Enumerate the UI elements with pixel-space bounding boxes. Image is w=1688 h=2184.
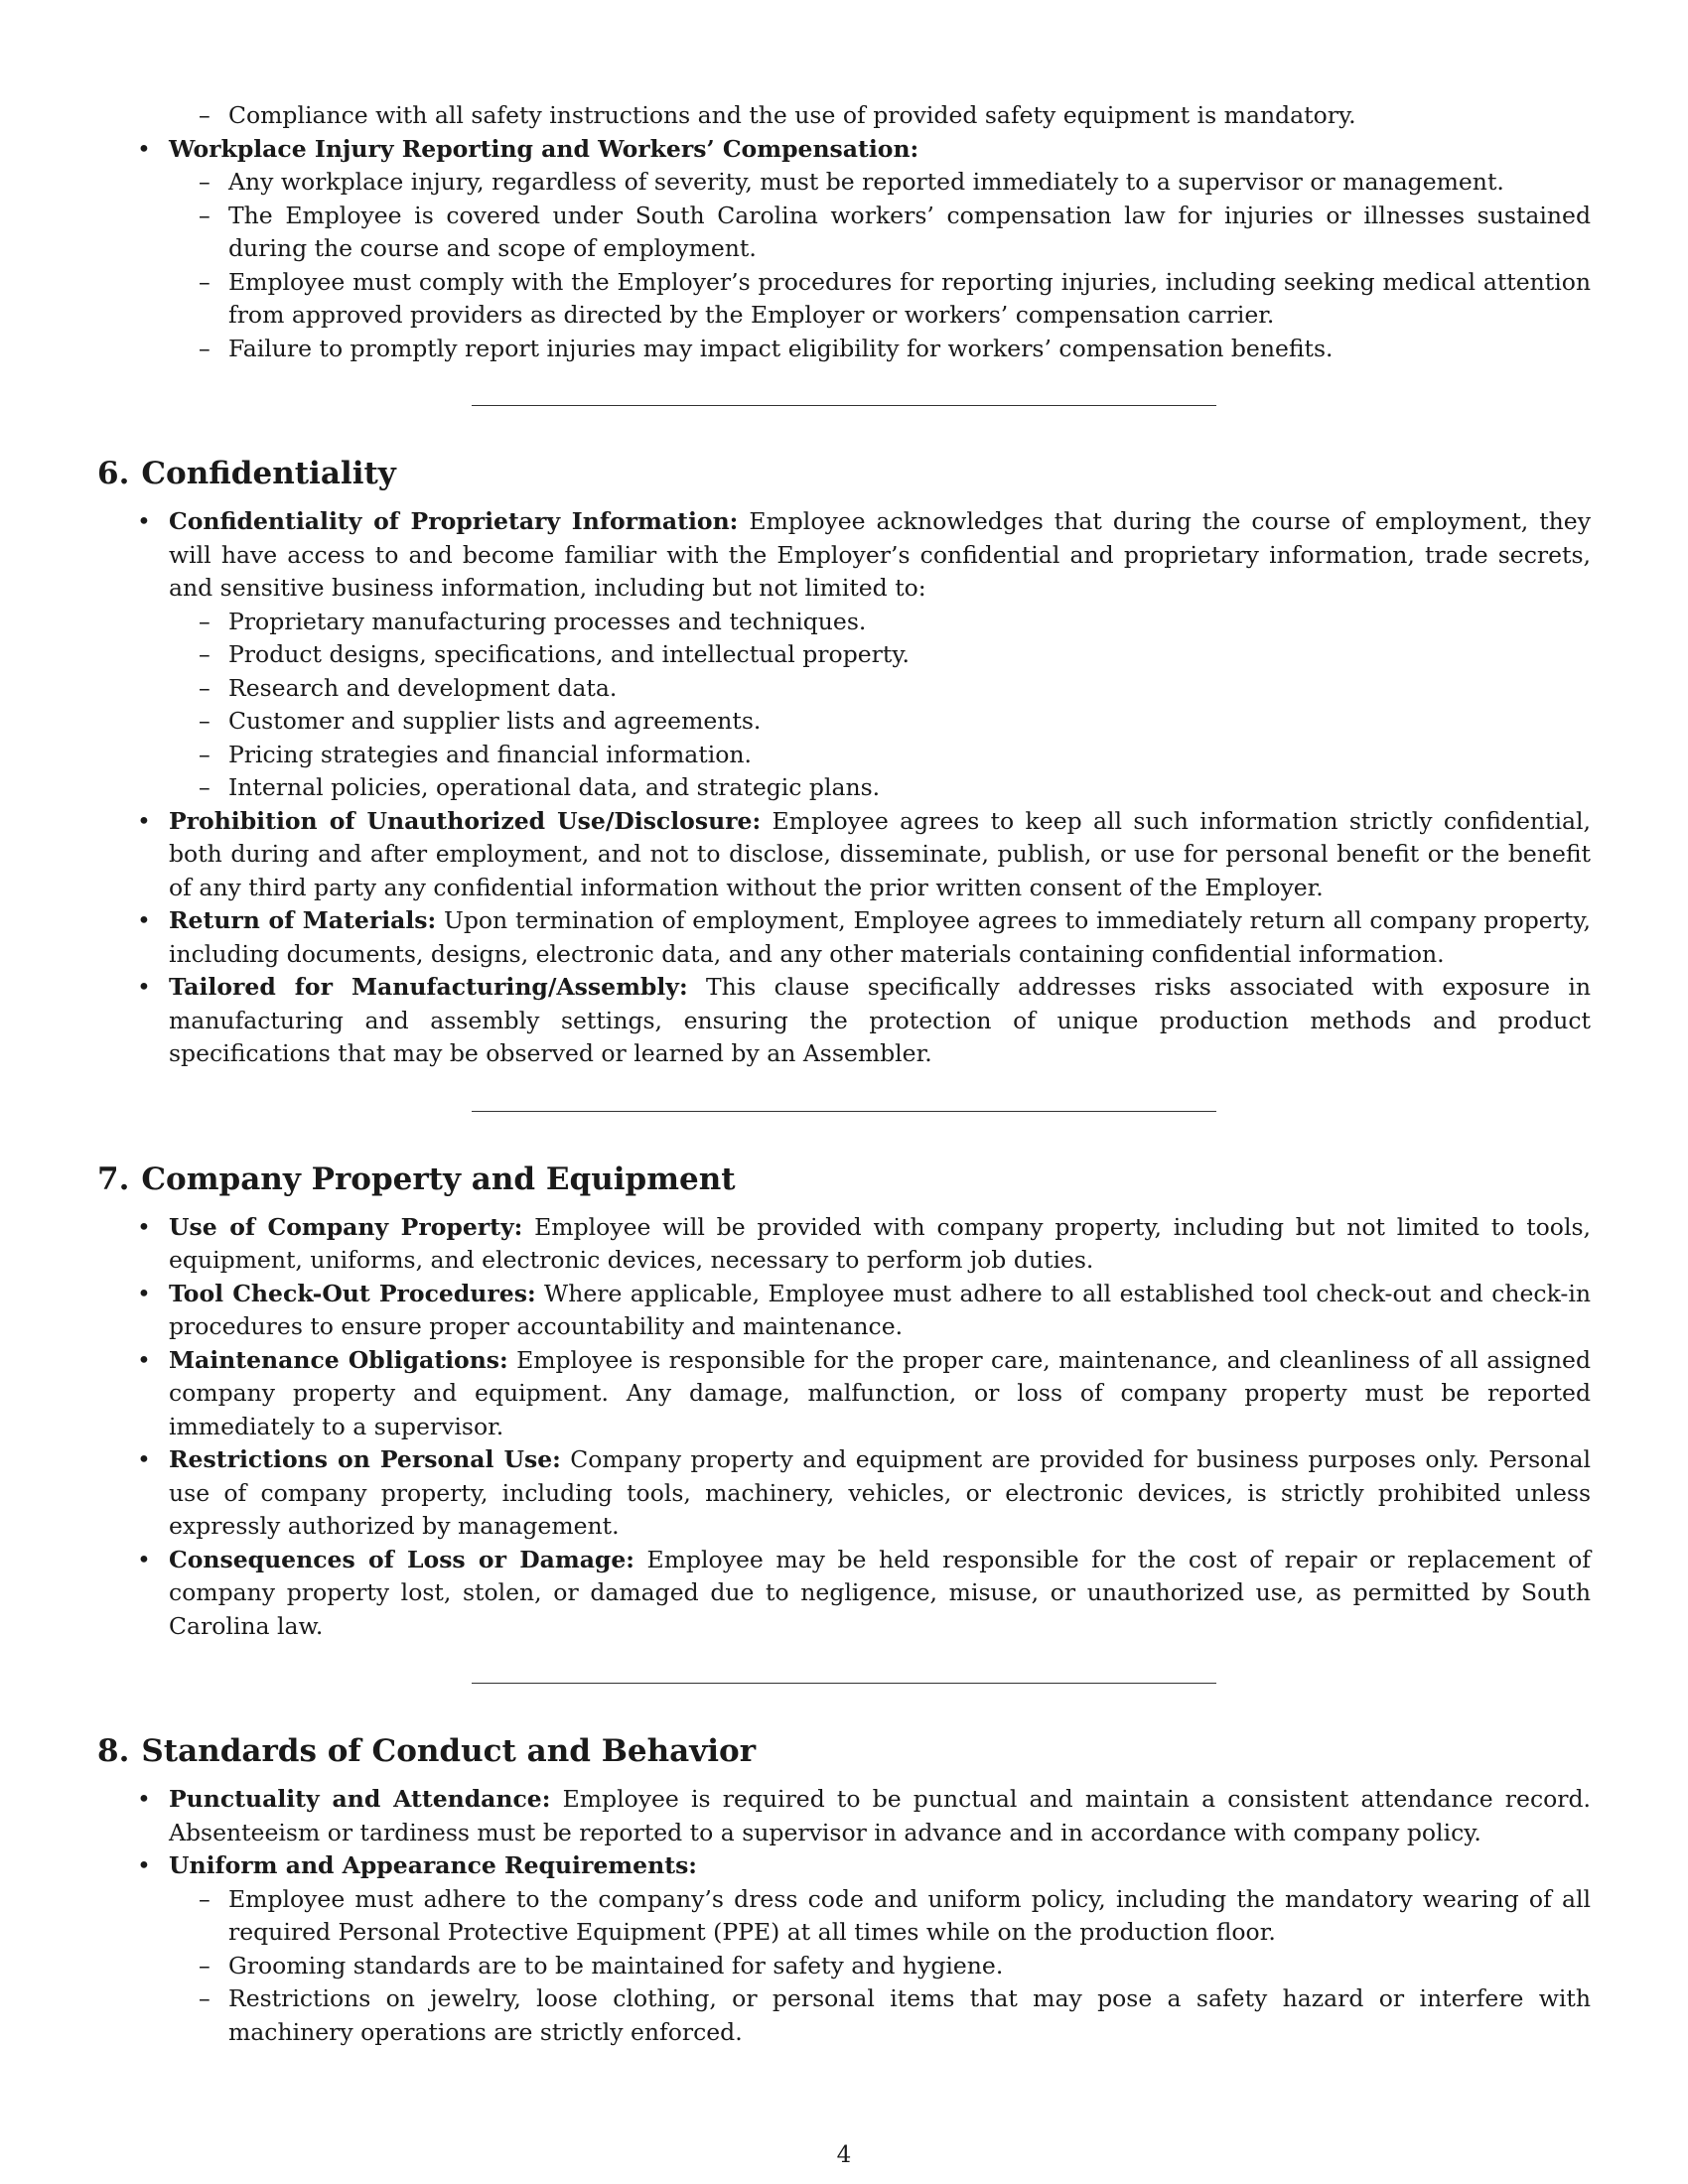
bullet-text: Employee will be provided with company property, including but not limited to tools, equipment, uniforms, and electronic devices, necessary to perform job duties. xyxy=(169,1212,1591,1274)
bullet-return-materials xyxy=(97,904,1591,971)
bullet-punctuality xyxy=(97,1783,1591,1849)
list-item: – Customer and supplier lists and agreements. xyxy=(169,705,1591,739)
bullet-uniform xyxy=(97,1849,1591,1883)
section-title: Standards of Conduct and Behavior xyxy=(141,1733,757,1769)
bullet-label: Tailored for Manufacturing/Assembly: xyxy=(169,973,688,1001)
section-number: 8. xyxy=(97,1733,130,1769)
bullet-label: Maintenance Obligations: xyxy=(169,1345,508,1374)
list-item: – Compliance with all safety instructions and the use of provided safety equipment is mandatory. xyxy=(169,99,1591,133)
section-divider xyxy=(472,1111,1216,1112)
list-item: – Internal policies, operational data, and strategic plans. xyxy=(169,771,1591,805)
page-content xyxy=(97,99,1591,2049)
section-5-continuation xyxy=(97,99,1591,365)
injury-bullet-list xyxy=(97,133,1591,167)
bullet-text: Where applicable, Employee must adhere to all established tool check-out and check-in procedures to ensure proper accountability and maintenance. xyxy=(169,1279,1591,1340)
bullet-use-property xyxy=(97,1211,1591,1278)
list-item: – Employee must comply with the Employer’s procedures for reporting injuries, including seeking medical attention from approved providers as directed by the Employer or workers’ compensation carrier. xyxy=(169,266,1591,333)
list-item: – Restrictions on jewelry, loose clothing, or personal items that may pose a safety hazard or interfere with machinery operations are strictly enforced. xyxy=(169,1982,1591,2049)
bullet-label: Confidentiality of Proprietary Information: xyxy=(169,507,739,535)
list-item: – Proprietary manufacturing processes and techniques. xyxy=(169,606,1591,639)
bullet-label: Uniform and Appearance Requirements: xyxy=(169,1851,697,1879)
bullet-maintenance xyxy=(97,1344,1591,1444)
bullet-label: Workplace Injury Reporting and Workers’ Compensation: xyxy=(169,134,919,163)
bullet-personal-use xyxy=(97,1443,1591,1544)
list-item: – Product designs, specifications, and intellectual property. xyxy=(169,638,1591,672)
bullet-tool-checkout xyxy=(97,1278,1591,1344)
section-6-bullets xyxy=(97,505,1591,606)
bullet-label: Consequences of Loss or Damage: xyxy=(169,1545,634,1573)
bullet-label: Return of Materials: xyxy=(169,906,437,934)
section-number: 6. xyxy=(97,456,130,491)
proprietary-subitems xyxy=(169,606,1591,805)
bullet-label: Punctuality and Attendance: xyxy=(169,1785,551,1813)
section-7-heading xyxy=(97,1160,1591,1199)
section-8-heading xyxy=(97,1731,1591,1771)
section-number: 7. xyxy=(97,1160,130,1197)
list-item: – Employee must adhere to the company’s dress code and uniform policy, including the mandatory wearing of all required Personal Protective Equipment (PPE) at all times while on the production floor. xyxy=(169,1883,1591,1950)
list-item: – Any workplace injury, regardless of severity, must be reported immediately to a supervisor or management. xyxy=(169,166,1591,200)
section-6-heading xyxy=(97,454,1591,493)
list-item: – Failure to promptly report injuries may impact eligibility for workers’ compensation benefits. xyxy=(169,333,1591,366)
list-item: – Research and development data. xyxy=(169,672,1591,706)
bullet-label: Restrictions on Personal Use: xyxy=(169,1445,561,1473)
bullet-text: Upon termination of employment, Employee agrees to immediately return all company property, including documents, designs, electronic data, and any other materials containing confidential information. xyxy=(169,906,1591,968)
bullet-manufacturing xyxy=(97,971,1591,1071)
bullet-text: Employee is required to be punctual and maintain a consistent attendance record. Absenteeism or tardiness must be reported to a supervisor in advance and in accordance with company policy. xyxy=(169,1785,1592,1846)
bullet-text: Employee agrees to keep all such information strictly confidential, both during and after employment, and not to disclose, disseminate, publish, or use for personal benefit or the benefit of any third party any confidential information without the prior written consent of the Employer. xyxy=(169,806,1591,901)
bullet-label: Prohibition of Unauthorized Use/Disclosure: xyxy=(169,806,762,835)
bullet-text: This clause specifically addresses risks associated with exposure in manufacturing and assembly settings, ensuring the protection of unique production methods and product specifications that may be observed or learned by an Assembler. xyxy=(169,973,1591,1067)
bullet-proprietary-info xyxy=(97,505,1591,606)
bullet-label: Tool Check-Out Procedures: xyxy=(169,1279,536,1307)
injury-subitems xyxy=(169,166,1591,365)
safety-subitems xyxy=(169,99,1591,133)
section-title: Company Property and Equipment xyxy=(141,1160,736,1197)
section-title: Confidentiality xyxy=(141,456,396,491)
section-8-bullets xyxy=(97,1783,1591,1883)
list-item: – Grooming standards are to be maintained for safety and hygiene. xyxy=(169,1950,1591,1983)
list-item: – Pricing strategies and financial information. xyxy=(169,739,1591,772)
section-7-bullets xyxy=(97,1211,1591,1644)
bullet-label: Use of Company Property: xyxy=(169,1212,523,1241)
list-item: – The Employee is covered under South Carolina workers’ compensation law for injuries or illnesses sustained during the course and scope of employment. xyxy=(169,200,1591,266)
section-6-bullets-cont xyxy=(97,805,1591,1071)
bullet-unauthorized-use xyxy=(97,805,1591,905)
page-number: 4 xyxy=(836,2142,852,2168)
bullet-injury-reporting xyxy=(97,133,1591,167)
bullet-loss-damage xyxy=(97,1544,1591,1644)
bullet-text: Employee may be held responsible for the cost of repair or replacement of company property lost, stolen, or damaged due to negligence, misuse, or unauthorized use, as permitted by South Carolina law. xyxy=(169,1545,1592,1640)
bullet-text: Employee is responsible for the proper care, maintenance, and cleanliness of all assigned company property and equipment. Any damage, malfunction, or loss of company property must be reported immediately to a supervisor. xyxy=(169,1345,1591,1440)
section-divider xyxy=(472,1683,1216,1684)
section-divider xyxy=(472,405,1216,406)
uniform-subitems xyxy=(169,1883,1591,2050)
bullet-text: Company property and equipment are provided for business purposes only. Personal use of company property, including tools, machinery, vehicles, or electronic devices, is strictly prohibited unless expressly authorized by management. xyxy=(169,1445,1591,1540)
bullet-text: Employee acknowledges that during the course of employment, they will have access to and become familiar with the Employer’s confidential and proprietary information, trade secrets, and sensitive business information, including but not limited to: xyxy=(169,507,1591,602)
